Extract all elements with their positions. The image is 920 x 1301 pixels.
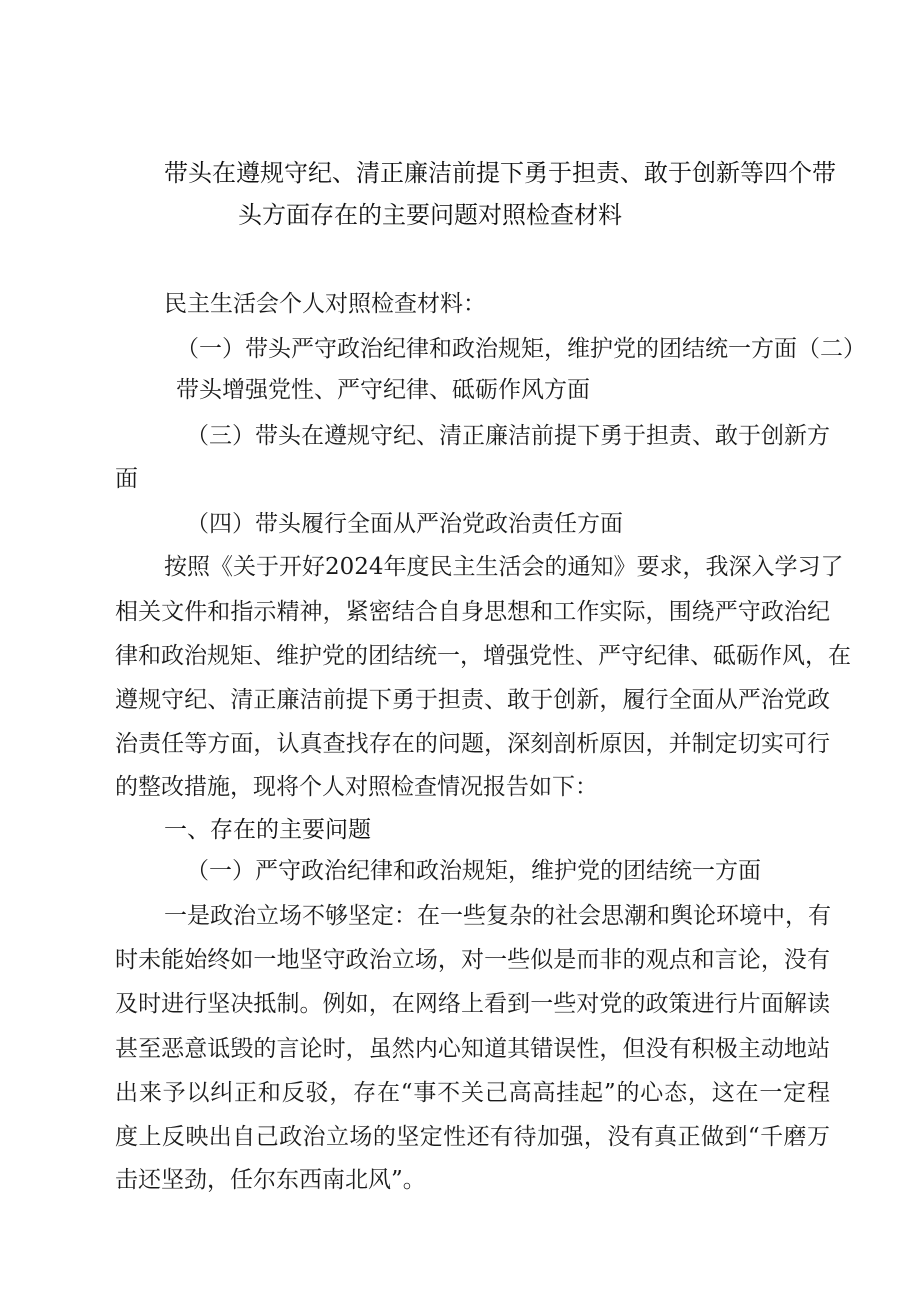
paragraph-2-line: 时未能始终如一地坚守政治立场，对一些似是而非的观点和言论，没有 [115,947,830,973]
paragraph-2-line: 及时进行坚决抵制。例如，在网络上看到一些对党的政策进行片面解读 [115,991,830,1017]
paragraph-1-line: 相关文件和指示精神，紧密结合自身思想和工作实际，围绕严守政治纪 [115,599,830,625]
paragraph-1-line: 遵规守纪、清正廉洁前提下勇于担责、敢于创新，履行全面从严治党政 [115,687,830,713]
document-title-line-1: 带头在遵规守纪、清正廉洁前提下勇于担责、敢于创新等四个带 [164,159,836,187]
item-3-line-2: 面 [115,466,138,492]
item-1-line-1: （一）带头严守政治纪律和政治规矩，维护党的团结统一方面（二） [176,336,866,362]
item-4: （四）带头履行全面从严治党政治责任方面 [186,511,623,537]
paragraph-2-line: 度上反映出自己政治立场的坚定性还有待加强，没有真正做到“千磨万 [115,1124,830,1150]
paragraph-2-line: 甚至恶意诋毁的言论时，虽然内心知道其错误性，但没有积极主动地站 [115,1036,830,1062]
item-3-line-1: （三）带头在遵规守纪、清正廉洁前提下勇于担责、敢于创新方 [186,423,830,449]
section-1-heading: 一、存在的主要问题 [164,817,371,843]
paragraph-1-line: 治责任等方面，认真查找存在的问题，深刻剖析原因，并制定切实可行 [115,731,830,757]
paragraph-2-line: 击还坚劲，任尔东西南北风”。 [115,1167,426,1193]
paragraph-1-line: 律和政治规矩、维护党的团结统一，增强党性、严守纪律、砥砺作风，在 [115,643,851,669]
subsection-1-heading: （一）严守政治纪律和政治规矩，维护党的团结统一方面 [186,858,761,884]
item-1-line-2: 带头增强党性、严守纪律、砥砺作风方面 [176,377,590,403]
paragraph-2-line: 出来予以纠正和反驳，存在“事不关己高高挂起”的心态，这在一定程 [115,1080,830,1106]
paragraph-1-line: 按照《关于开好2024年度民主生活会的通知》要求，我深入学习了 [164,554,844,580]
document-title-line-2: 头方面存在的主要问题对照检查材料 [238,201,622,229]
paragraph-2-line: 一是政治立场不够坚定：在一些复杂的社会思潮和舆论环境中，有 [164,903,831,929]
paragraph-1-line: 的整改措施，现将个人对照检查情况报告如下： [115,774,598,800]
intro-label: 民主生活会个人对照检查材料： [164,291,486,317]
